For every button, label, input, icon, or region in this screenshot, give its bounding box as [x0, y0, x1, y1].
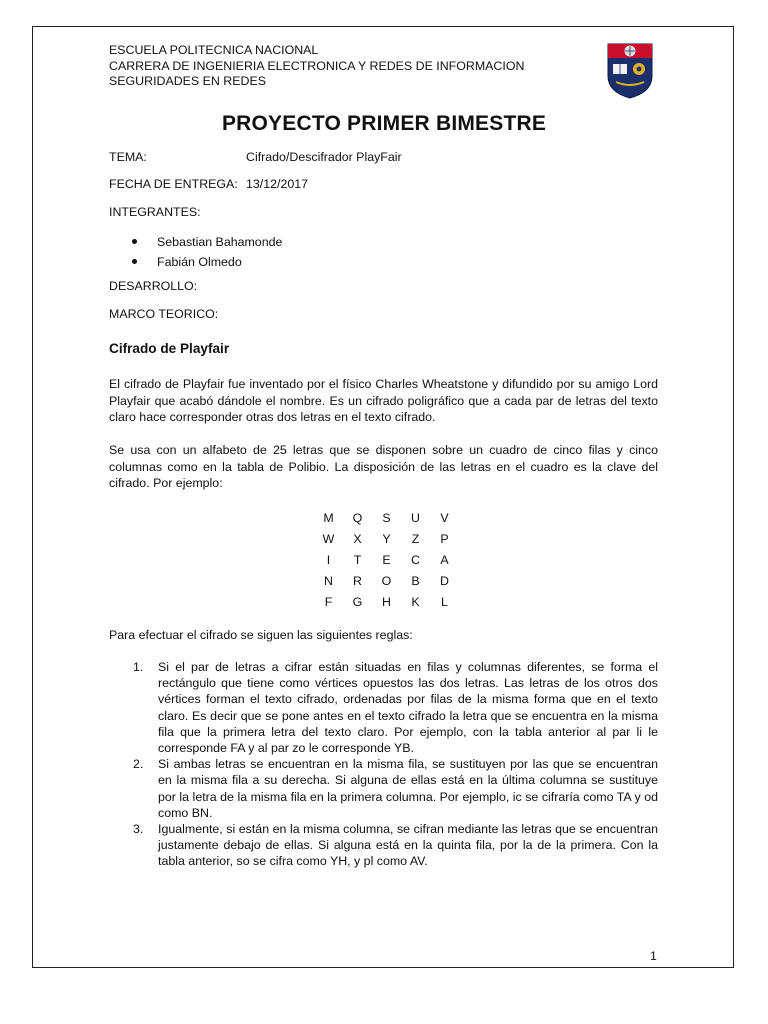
- list-item: [109, 659, 658, 756]
- section-title: Cifrado de Playfair: [109, 341, 230, 356]
- grid-cell: A: [440, 552, 449, 567]
- grid-cell: O: [381, 573, 392, 588]
- tema-label: TEMA:: [109, 150, 147, 164]
- grid-cell: C: [411, 552, 420, 567]
- table-row: [314, 591, 459, 612]
- grid-cell: B: [411, 573, 420, 588]
- page-number: 1: [650, 949, 657, 963]
- grid-cell: P: [440, 531, 449, 546]
- grid-cell: D: [440, 573, 449, 588]
- fecha-value: 13/12/2017: [246, 177, 309, 191]
- page-title: PROYECTO PRIMER BIMESTRE: [221, 112, 547, 135]
- list-item: Sebastian Bahamonde: [109, 232, 282, 252]
- header-course: SEGURIDADES EN REDES: [109, 74, 266, 88]
- grid-cell: Q: [352, 510, 363, 525]
- table-row: [314, 507, 459, 528]
- fecha-label: FECHA DE ENTREGA:: [109, 177, 238, 191]
- marco-teorico-label: MARCO TEORICO:: [109, 307, 219, 321]
- rule-number: 1.: [133, 660, 144, 674]
- grid-cell: X: [353, 531, 362, 546]
- list-item: Fabián Olmedo: [109, 252, 282, 272]
- integrantes-label: INTEGRANTES:: [109, 205, 201, 219]
- table-row: [314, 549, 459, 570]
- grid-cell: V: [440, 510, 449, 525]
- playfair-grid: [314, 507, 459, 612]
- grid-cell: L: [441, 594, 448, 609]
- desarrollo-label: DESARROLLO:: [109, 279, 198, 293]
- rule-text: Igualmente, si están en la misma columna, se cifran mediante las letras que se encuentran justamente debajo de ellas. Si alguna está en la quinta fila, por la de la primera. Con la tabla anterior, so se cifra como YH, y pl como AV.: [158, 822, 658, 869]
- grid-cell: K: [411, 594, 420, 609]
- grid-cell: M: [323, 510, 334, 525]
- grid-cell: F: [324, 594, 333, 609]
- members-list: [109, 232, 282, 272]
- table-row: [314, 570, 459, 591]
- grid-cell: Z: [411, 531, 420, 546]
- table-row: [314, 528, 459, 549]
- header-institution: ESCUELA POLITECNICA NACIONAL: [109, 43, 319, 57]
- paragraph-alphabet: Se usa con un alfabeto de 25 letras que se disponen sobre un cuadro de cinco filas y cinco columnas como en la tabla de Polibio. La disposición de las letras en el cuadro es la clave del cifrado. Por ejemplo:: [109, 443, 658, 490]
- rule-number: 3.: [133, 822, 144, 837]
- grid-cell: G: [352, 594, 363, 609]
- grid-cell: N: [324, 573, 333, 588]
- rules-intro: Para efectuar el cifrado se siguen las siguientes reglas:: [109, 628, 413, 642]
- university-crest-icon: [606, 42, 654, 100]
- tema-value: Cifrado/Descifrador PlayFair: [246, 150, 402, 164]
- header-program: CARRERA DE INGENIERIA ELECTRONICA Y REDES DE INFORMACION: [109, 58, 525, 73]
- paragraph-intro: El cifrado de Playfair fue inventado por el físico Charles Wheatstone y difundido por su amigo Lord Playfair que acabó dándole el nombre. Es un cifrado poligráfico que a cada par de letras del texto claro hace corresponder otras dos letras en el texto cifrado.: [109, 377, 658, 424]
- grid-cell: I: [326, 552, 331, 567]
- list-item: [109, 821, 658, 870]
- rules-list: [109, 659, 658, 870]
- rule-number: 2.: [133, 757, 144, 772]
- grid-cell: S: [382, 510, 391, 525]
- grid-cell: H: [382, 594, 391, 609]
- tema-row: [109, 150, 402, 164]
- grid-cell: U: [411, 510, 420, 525]
- fecha-row: [109, 177, 309, 191]
- rule-text: Si el par de letras a cifrar están situadas en filas y columnas diferentes, se forma el rectángulo que tiene como vértices opuestos las dos letras. Las letras de los otros dos vértices forman el texto cifrado, ordenadas por filas de la misma forma que en el texto claro. Es decir que se pone antes en el texto cifrado la letra que se encuentra en la misma fila que la primera letra del texto claro. Por ejemplo, con la tabla anterior al par li le corresponde FA y al par zo le corresponde YB.: [158, 660, 658, 756]
- document-header: [109, 43, 524, 90]
- grid-cell: T: [353, 552, 362, 567]
- grid-cell: E: [382, 552, 391, 567]
- rule-text: Si ambas letras se encuentran en la misma fila, se sustituyen por las que se encuentran en la misma fila a su derecha. Si alguna de ellas está en la última columna se sustituye por la letra de la misma fila en la primera columna. Por ejemplo, ic se cifraría como TA y od como BN.: [158, 757, 658, 820]
- grid-cell: Y: [382, 531, 391, 546]
- list-item: [109, 756, 658, 821]
- grid-cell: W: [322, 531, 335, 546]
- grid-cell: R: [353, 573, 362, 588]
